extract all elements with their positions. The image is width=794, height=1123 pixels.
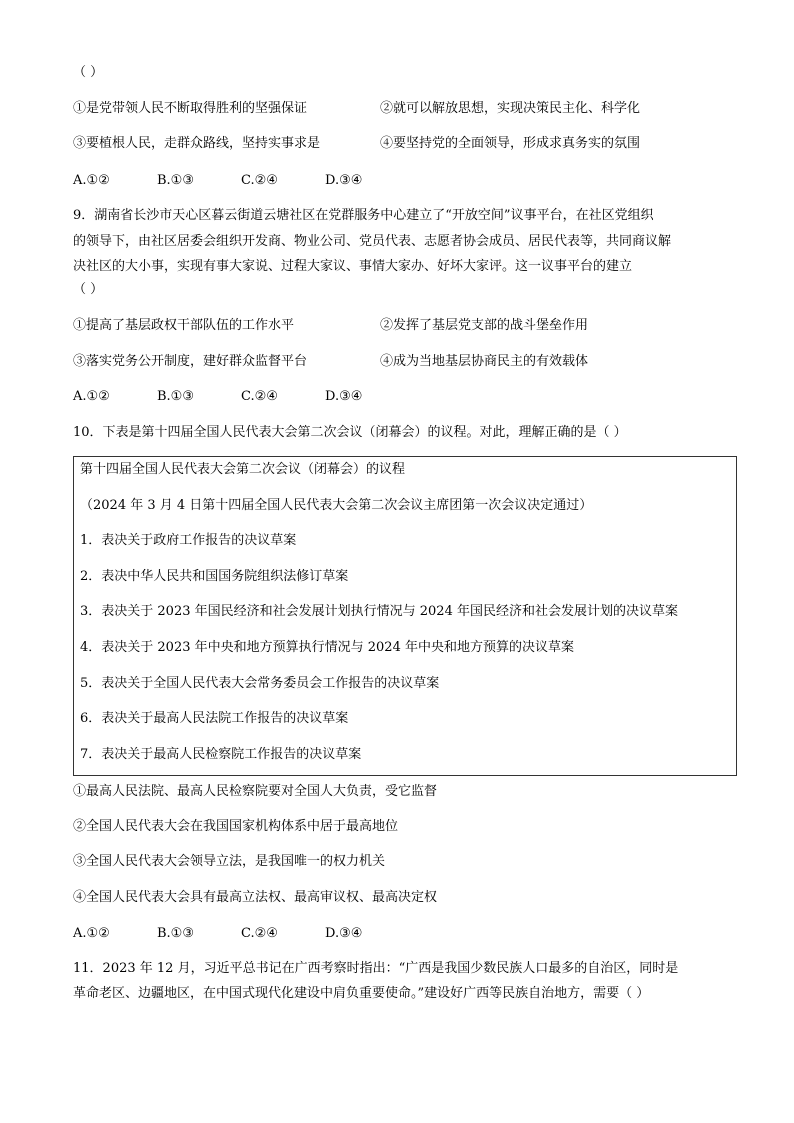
q8-option-a: A.①② — [73, 173, 110, 188]
q10-choice-4: ④全国人民代表大会具有最高立法权、最高审议权、最高决定权 — [73, 890, 438, 905]
q8-choice-2: ②就可以解放思想，实现决策民主化、科学化 — [380, 101, 641, 116]
q9-choice-4: ④成为当地基层协商民主的有效载体 — [380, 354, 589, 369]
q10-option-d: D.③④ — [325, 926, 363, 941]
q11-stem-line-1: 11．2023 年 12 月，习近平总书记在广西考察时指出：“广西是我国少数民族人口最多的自治区，同时是 — [73, 961, 679, 976]
agenda-item: 3．表决关于 2023 年国民经济和社会发展计划执行情况与 2024 年国民经济和社会发展计划的决议草案 — [80, 604, 678, 619]
q8-answer-bracket: （ ） — [73, 65, 104, 80]
q9-answer-bracket: （ ） — [73, 282, 104, 297]
q10-stem: 10．下表是第十四届全国人民代表大会第二次会议（闭幕会）的议程。对此，理解正确的是（ ） — [73, 425, 627, 440]
q9-options — [73, 388, 409, 406]
q8-option-b: B.①③ — [157, 173, 194, 188]
agenda-item: 7．表决关于最高人民检察院工作报告的决议草案 — [80, 747, 362, 762]
agenda-item: 6．表决关于最高人民法院工作报告的决议草案 — [80, 711, 349, 726]
q9-stem-line-3: 决社区的大小事，实现有事大家说、过程大家议、事情大家办、好坏大家评。这一议事平台的建立 — [73, 259, 633, 274]
q9-stem-line-1: 9．湖南省长沙市天心区暮云街道云塘社区在党群服务中心建立了“开放空间”议事平台，在社区党组织 — [73, 208, 654, 223]
q10-option-c: C.②④ — [241, 926, 278, 941]
q9-option-b: B.①③ — [157, 389, 194, 404]
agenda-title: 第十四届全国人民代表大会第二次会议（闭幕会）的议程 — [80, 462, 406, 477]
agenda-item: 4．表决关于 2023 年中央和地方预算执行情况与 2024 年中央和地方预算的决议草案 — [80, 640, 574, 655]
q10-choice-2: ②全国人民代表大会在我国国家机构体系中居于最高地位 — [73, 819, 399, 834]
q8-choice-4: ④要坚持党的全面领导，形成求真务实的氛围 — [380, 136, 641, 151]
q8-option-d: D.③④ — [325, 173, 363, 188]
q8-option-c: C.②④ — [241, 173, 278, 188]
agenda-table — [73, 456, 737, 776]
q10-option-b: B.①③ — [157, 926, 194, 941]
q8-choice-3: ③要植根人民，走群众路线，坚持实事求是 — [73, 136, 321, 151]
q10-options — [73, 925, 409, 943]
q9-choice-3: ③落实党务公开制度，建好群众监督平台 — [73, 354, 308, 369]
q9-choice-1: ①提高了基层政权干部队伍的工作水平 — [73, 318, 295, 333]
agenda-item: 5．表决关于全国人民代表大会常务委员会工作报告的决议草案 — [80, 676, 440, 691]
q9-option-a: A.①② — [73, 389, 110, 404]
q10-choice-3: ③全国人民代表大会领导立法，是我国唯一的权力机关 — [73, 854, 386, 869]
q11-stem-line-2: 革命老区、边疆地区，在中国式现代化建设中肩负重要使命。”建设好广西等民族自治地方，需要（ ） — [73, 986, 650, 1001]
q9-stem-line-2: 的领导下，由社区居委会组织开发商、物业公司、党员代表、志愿者协会成员、居民代表等，共同商议解 — [73, 234, 672, 249]
q9-choice-2: ②发挥了基层党支部的战斗堡垒作用 — [380, 318, 589, 333]
q9-option-c: C.②④ — [241, 389, 278, 404]
q10-option-a: A.①② — [73, 926, 110, 941]
q9-option-d: D.③④ — [325, 389, 363, 404]
agenda-item: 2．表决中华人民共和国国务院组织法修订草案 — [80, 569, 349, 584]
q8-choice-1: ①是党带领人民不断取得胜利的坚强保证 — [73, 101, 308, 116]
q8-options — [73, 172, 409, 190]
agenda-item: 1．表决关于政府工作报告的决议草案 — [80, 533, 297, 548]
agenda-note: （2024 年 3 月 4 日第十四届全国人民代表大会第二次会议主席团第一次会议决定通过） — [80, 498, 593, 513]
q10-choice-1: ①最高人民法院、最高人民检察院要对全国人大负责，受它监督 — [73, 784, 438, 799]
